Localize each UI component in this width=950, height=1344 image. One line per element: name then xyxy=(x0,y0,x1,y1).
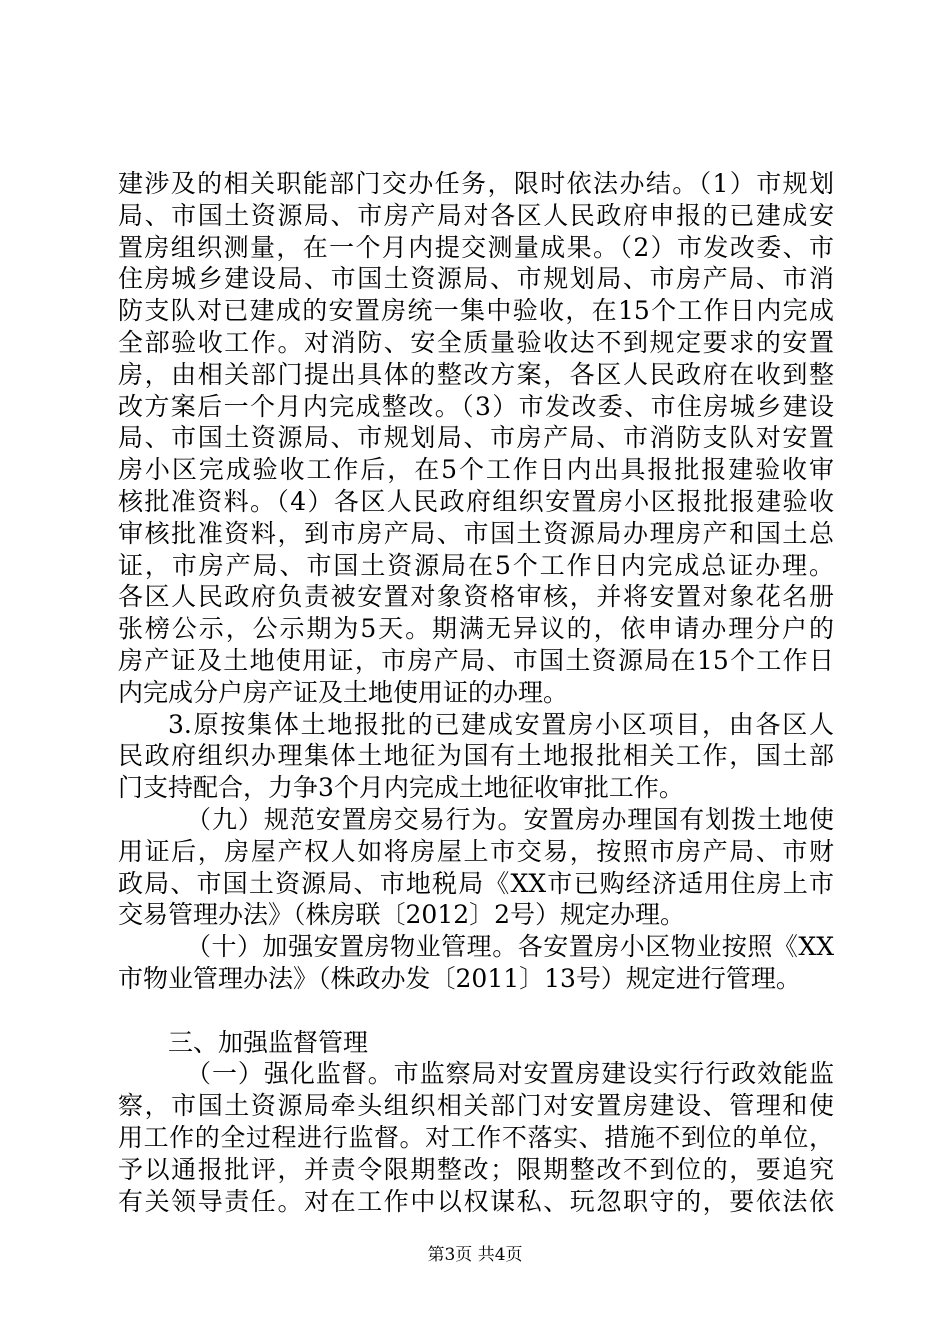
text-line: 内完成分户房产证及土地使用证的办理。 xyxy=(118,677,569,707)
text-line: 证，市房产局、市国土资源局在5个工作日内完成总证办理。 xyxy=(118,550,834,580)
paragraph-s1-line: 察，市国土资源局牵头组织相关部门对安置房建设、管理和使 xyxy=(118,1091,834,1121)
paragraph-s1-line: （一）强化监督。市监察局对安置房建设实行行政效能监 xyxy=(186,1059,834,1089)
blank-line xyxy=(118,995,834,1027)
text-line: 张榜公示，公示期为5天。期满无异议的，依申请办理分户的 xyxy=(118,614,834,644)
paragraph-9-line: 政局、市国土资源局、市地税局《XX市已购经济适用住房上市 xyxy=(118,868,834,898)
paragraph-10-line: （十）加强安置房物业管理。各安置房小区物业按照《XX xyxy=(186,932,834,962)
text-line: 全部验收工作。对消防、安全质量验收达不到规定要求的安置 xyxy=(118,327,834,357)
section-heading: 三、加强监督管理 xyxy=(168,1027,369,1057)
text-line: 局、市国土资源局、市规划局、市房产局、市消防支队对安置 xyxy=(118,423,834,453)
paragraph-9-line: 用证后，房屋产权人如将房屋上市交易，按照市房产局、市财 xyxy=(118,836,834,866)
paragraph-3-line: 3.原按集体土地报批的已建成安置房小区项目，由各区人 xyxy=(168,709,834,739)
text-line: 房，由相关部门提出具体的整改方案，各区人民政府在收到整 xyxy=(118,359,834,389)
text-line: 局、市国土资源局、市房产局对各区人民政府申报的已建成安 xyxy=(118,200,834,230)
text-line: 房产证及土地使用证，市房产局、市国土资源局在15个工作日 xyxy=(118,645,834,675)
page-footer: 第3页 共4页 xyxy=(427,1245,523,1265)
paragraph-9-line: 交易管理办法》（株房联〔2012〕2号）规定办理。 xyxy=(118,900,686,930)
document-body xyxy=(118,168,834,1217)
text-line: 防支队对已建成的安置房统一集中验收，在15个工作日内完成 xyxy=(118,296,834,326)
text-line: 改方案后一个月内完成整改。（3）市发改委、市住房城乡建设 xyxy=(118,391,834,421)
text-line: 核批准资料。（4）各区人民政府组织安置房小区报批报建验收 xyxy=(118,486,834,516)
text-line: 房小区完成验收工作后，在5个工作日内出具报批报建验收审 xyxy=(118,455,834,485)
paragraph-9-line: （九）规范安置房交易行为。安置房办理国有划拨土地使 xyxy=(186,804,834,834)
paragraph-10-line: 市物业管理办法》（株政办发〔2011〕13号）规定进行管理。 xyxy=(118,963,801,993)
paragraph-s1-line: 有关领导责任。对在工作中以权谋私、玩忽职守的，要依法依 xyxy=(118,1186,834,1216)
paragraph-s1-line: 用工作的全过程进行监督。对工作不落实、措施不到位的单位， xyxy=(118,1122,834,1152)
paragraph-3-line: 门支持配合，力争3个月内完成土地征收审批工作。 xyxy=(118,773,684,803)
text-line: 各区人民政府负责被安置对象资格审核，并将安置对象花名册 xyxy=(118,582,834,612)
text-line: 审核批准资料，到市房产局、市国土资源局办理房产和国土总 xyxy=(118,518,834,548)
text-line: 建涉及的相关职能部门交办任务，限时依法办结。（1）市规划 xyxy=(118,169,834,198)
paragraph-3-line: 民政府组织办理集体土地征为国有土地报批相关工作，国土部 xyxy=(118,741,834,771)
paragraph-s1-line: 予以通报批评，并责令限期整改；限期整改不到位的，要追究 xyxy=(118,1154,834,1184)
text-line: 住房城乡建设局、市国土资源局、市规划局、市房产局、市消 xyxy=(118,264,834,294)
text-line: 置房组织测量，在一个月内提交测量成果。（2）市发改委、市 xyxy=(118,232,834,262)
